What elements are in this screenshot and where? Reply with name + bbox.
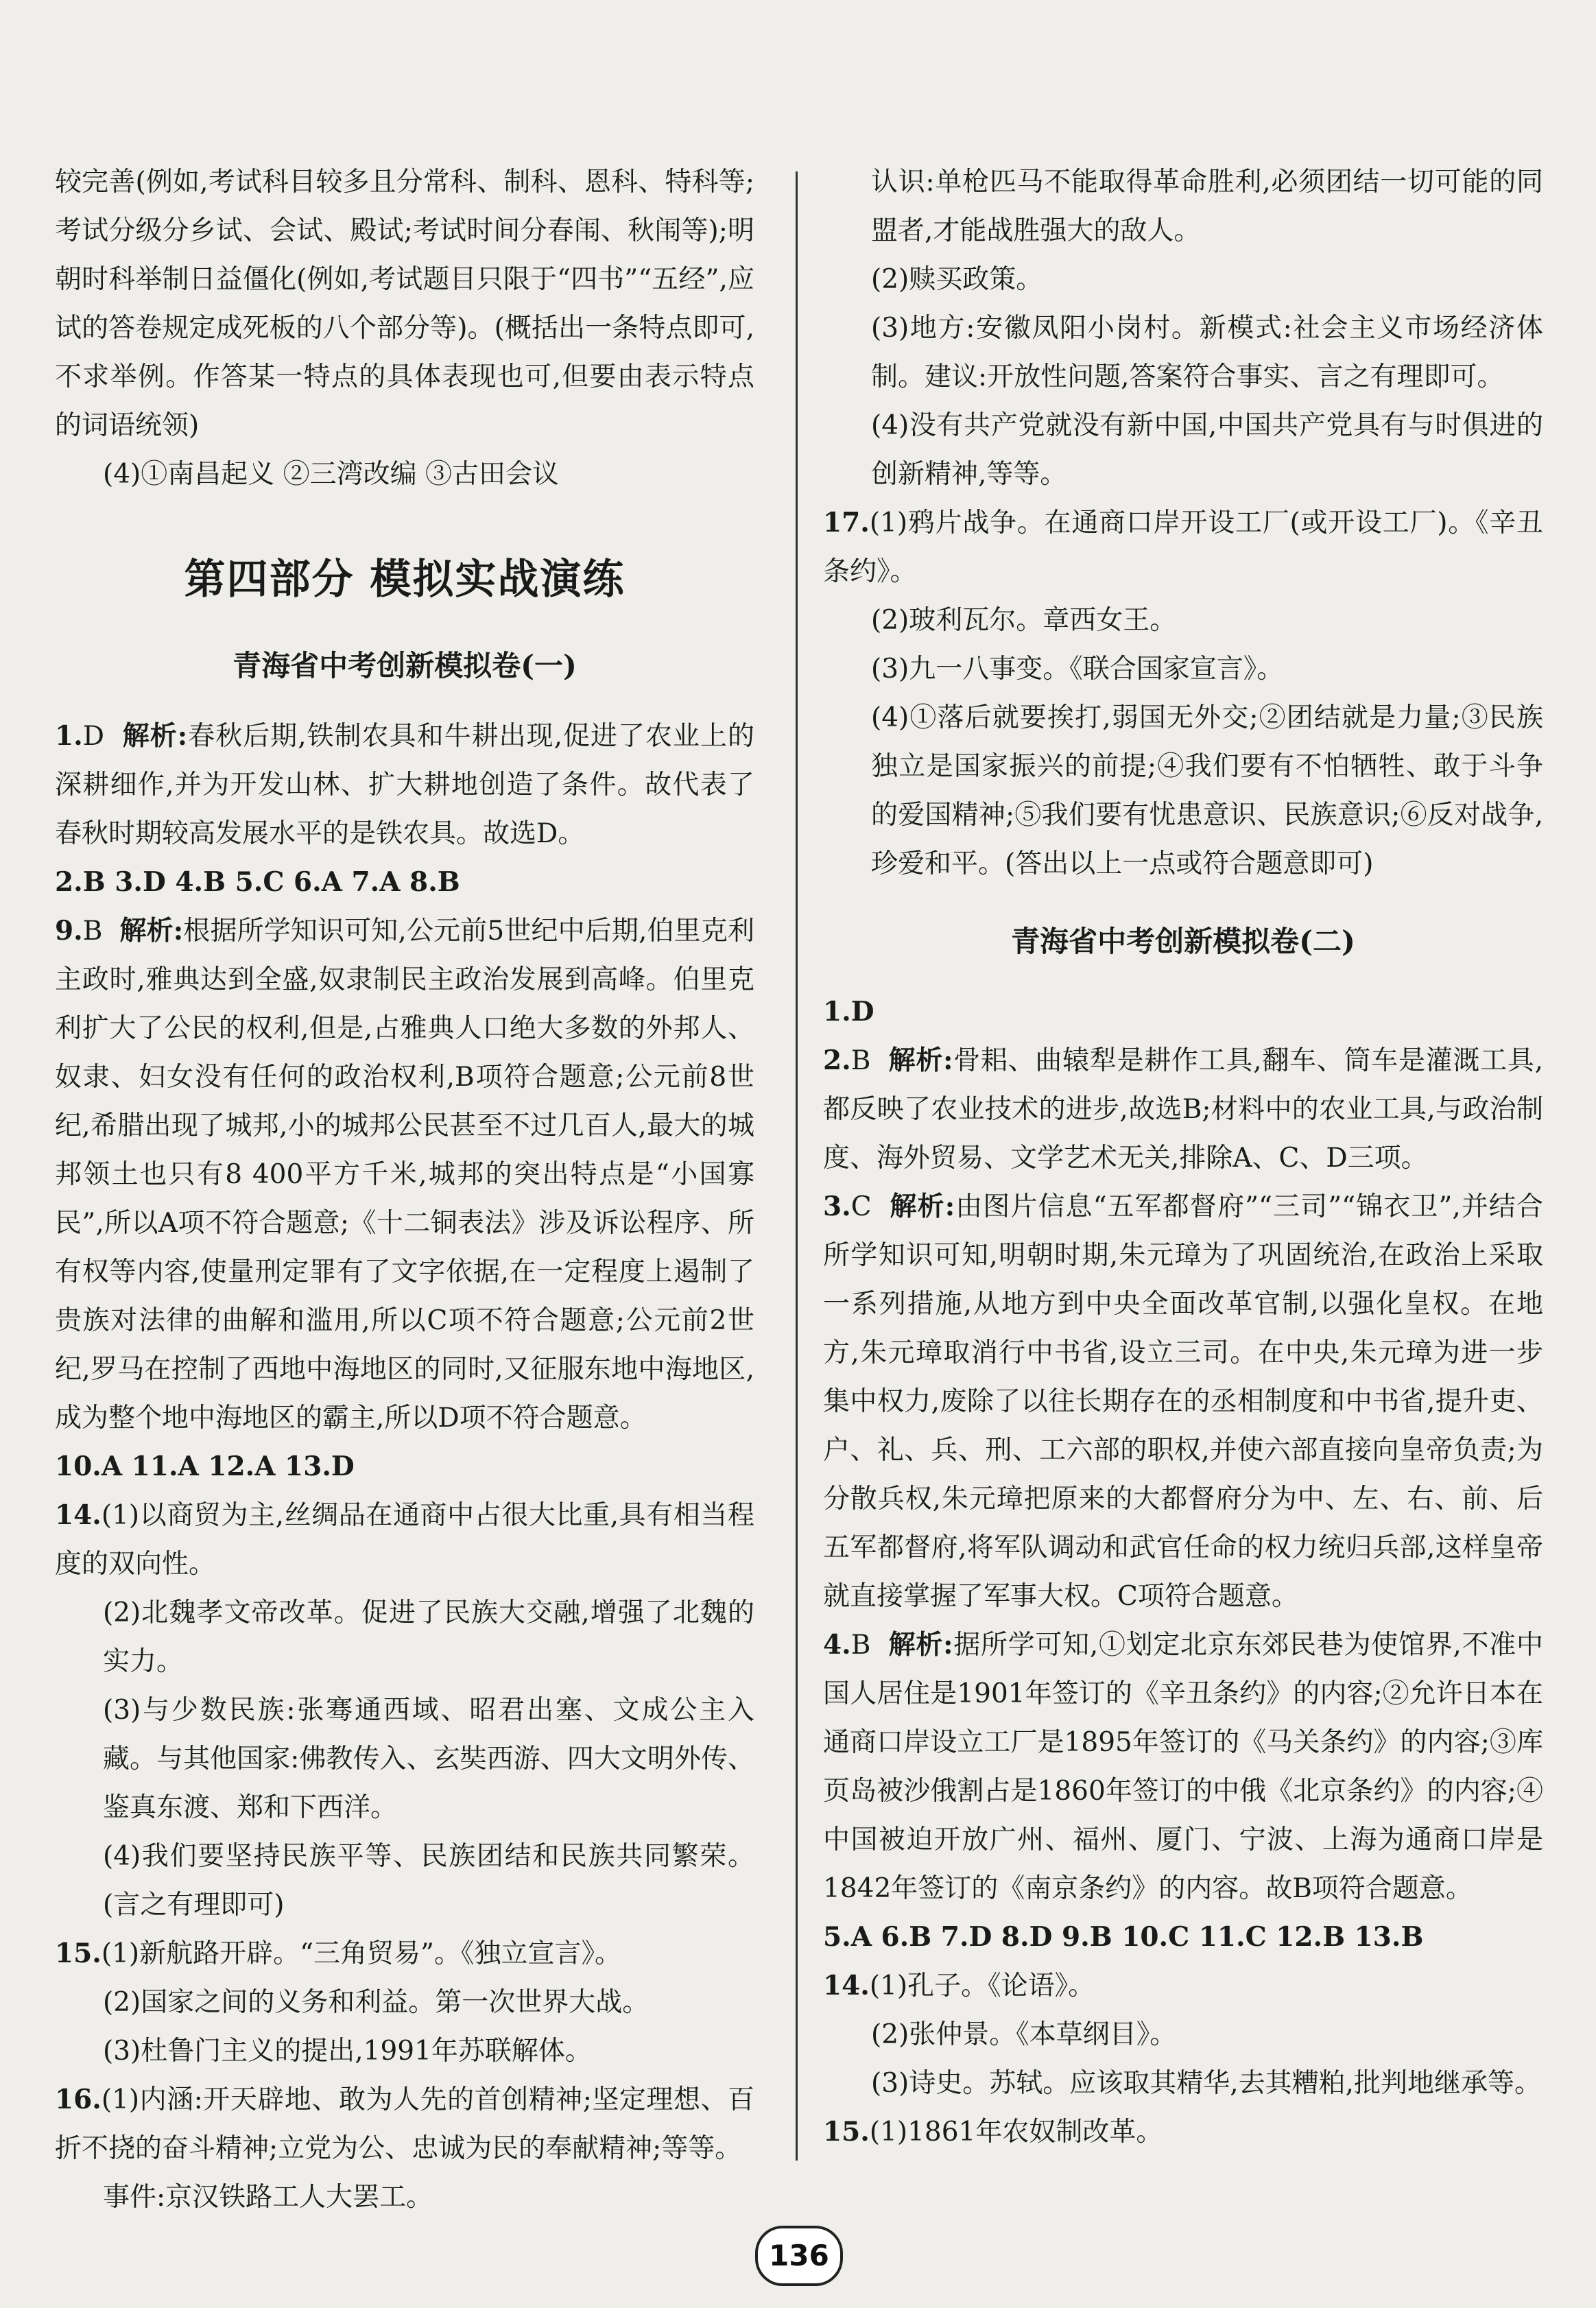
question-number: 14. <box>823 1970 870 2001</box>
analysis-text: 骨耜、曲辕犁是耕作工具,翻车、筒车是灌溉工具,都反映了农业技术的进步,故选B;材料中的农业工具,与政治制度、海外贸易、文学艺术无关,排除A、C、D三项。 <box>823 1045 1543 1174</box>
answer-choice: B <box>82 916 103 947</box>
analysis-label: 解析: <box>888 1045 953 1076</box>
analysis-text: 由图片信息“五军都督府”“三司”“锦衣卫”,并结合所学知识可知,明朝时期,朱元璋为了巩固统治,在政治上采取一系列措施,从地方到中央全面改革官制,以强化皇权。在地方,朱元璋取消行中书省,设立三司。在中央,朱元璋为进一步集中权力,废除了以往长期存在的丞相制度和中书省,提升吏、户、礼、兵、刑、工六部的职权,并使六部直接向皇帝负责;为分散兵权,朱元璋把原来的大都督府分为中、左、右、前、后五军都督府,将军队调动和武官任命的权力统归兵部,这样皇帝就直接掌握了军事大权。C项符合题意。 <box>823 1191 1543 1612</box>
answer-choice: B <box>850 1045 871 1076</box>
left-column <box>55 158 754 2222</box>
answer-group: 1.D <box>823 996 874 1027</box>
column-divider <box>796 171 798 2161</box>
question-number: 1. <box>55 720 83 752</box>
answer-line: 事件:京汉铁路工人大罢工。 <box>103 2182 433 2213</box>
answer-line: (1)孔子。《论语》。 <box>869 1971 1095 2001</box>
answer-line: (1)1861年农奴制改革。 <box>869 2117 1163 2148</box>
question-number: 3. <box>823 1191 851 1222</box>
continued-answer: 较完善(例如,考试科目较多且分常科、制科、恩科、特科等;考试分级分乡试、会试、殿试;考试时间分春闱、秋闱等);明朝时科举制日益僵化(例如,考试题目只限于“四书”“五经”,应试的答卷规定成死板的八个部分等)。(概括出一条特点即可,不求举例。作答某一特点的具体表现也可,但要由表示特点的词语统领) <box>55 167 754 441</box>
answer-item <box>55 1929 754 1978</box>
question-number: 14. <box>55 1499 102 1531</box>
answer-line: (2)玻利瓦尔。章西女王。 <box>871 605 1177 636</box>
answer-line: (1)鸦片战争。在通商口岸开设工厂(或开设工厂)。《辛丑条约》。 <box>823 508 1543 587</box>
answer-item <box>823 2108 1543 2156</box>
answer-choice: B <box>850 1630 871 1661</box>
answer-item <box>55 1491 754 1589</box>
answer-choice: C <box>850 1191 872 1222</box>
answer-group: 5.A 6.B 7.D 8.D 9.B 10.C 11.C 12.B 13.B <box>823 1921 1424 1953</box>
continued-answer: (2)赎买政策。 <box>871 264 1043 295</box>
answer-line: (2)北魏孝文帝改革。促进了民族大交融,增强了北魏的实力。 <box>103 1597 754 1677</box>
analysis-label: 解析: <box>888 1629 953 1661</box>
part-title: 第四部分 模拟实战演练 <box>184 556 626 604</box>
analysis-label: 解析: <box>890 1191 955 1222</box>
answer-line: (3)九一八事变。《联合国家宣言》。 <box>871 654 1284 685</box>
answer-line: (4)①落后就要挨打,弱国无外交;②团结就是力量;③民族独立是国家振兴的前提;④我们要有不怕牺牲、敢于斗争的爱国精神;⑤我们要有忧患意识、民族意识;⑥反对战争,珍爱和平。(答出以上一点或符合题意即可) <box>871 702 1543 879</box>
answer-item <box>55 907 754 1442</box>
section-title: 青海省中考创新模拟卷(二) <box>1011 925 1355 958</box>
answer-item <box>823 1962 1543 2010</box>
answer-line: (1)内涵:开天辟地、敢为人先的首创精神;坚定理想、百折不挠的奋斗精神;立党为公、忠诚为民的奉献精神;等等。 <box>55 2084 754 2164</box>
question-number: 15. <box>55 1938 102 1969</box>
answer-item <box>823 1182 1543 1621</box>
answer-line: (1)新航路开辟。“三角贸易”。《独立宣言》。 <box>101 1938 621 1969</box>
answer-item <box>55 2075 754 2173</box>
answer-line: (4)我们要坚持民族平等、民族团结和民族共同繁荣。(言之有理即可) <box>103 1841 754 1920</box>
answer-line: (1)以商贸为主,丝绸品在通商中占很大比重,具有相当程度的双向性。 <box>55 1500 754 1580</box>
answer-item <box>823 1036 1543 1182</box>
analysis-label: 解析: <box>122 720 188 752</box>
continued-answer: (3)地方:安徽凤阳小岗村。新模式:社会主义市场经济体制。建议:开放性问题,答案符合事实、言之有理即可。 <box>871 313 1543 392</box>
continued-answer: (4)①南昌起义 ②三湾改编 ③古田会议 <box>103 459 560 490</box>
answer-choice: D <box>82 721 104 752</box>
analysis-text: 春秋后期,铁制农具和牛耕出现,促进了农业上的深耕细作,并为开发山林、扩大耕地创造了条件。故代表了春秋时期较高发展水平的是铁农具。故选D。 <box>55 721 754 849</box>
question-number: 4. <box>823 1629 851 1661</box>
analysis-text: 据所学可知,①划定北京东郊民巷为使馆界,不准中国人居住是1901年签订的《辛丑条约》的内容;②允许日本在通商口岸设立工厂是1895年签订的《马关条约》的内容;③库页岛被沙俄割占是1860年签订的中俄《北京条约》的内容;④中国被迫开放广州、福州、厦门、宁波、上海为通商口岸是1842年签订的《南京条约》的内容。故B项符合题意。 <box>823 1630 1543 1904</box>
question-number: 17. <box>823 507 870 538</box>
question-number: 2. <box>823 1045 851 1076</box>
section-title: 青海省中考创新模拟卷(一) <box>233 649 577 682</box>
answer-line: (2)国家之间的义务和利益。第一次世界大战。 <box>103 1987 650 2018</box>
answer-line: (2)张仲景。《本草纲目》。 <box>871 2019 1177 2050</box>
answer-group: 2.B 3.D 4.B 5.C 6.A 7.A 8.B <box>55 866 460 898</box>
analysis-label: 解析: <box>119 915 184 947</box>
question-number: 16. <box>55 2084 102 2115</box>
question-number: 9. <box>55 915 83 947</box>
continued-answer: (4)没有共产党就没有新中国,中国共产党具有与时俱进的创新精神,等等。 <box>871 410 1543 490</box>
answer-line: (3)与少数民族:张骞通西域、昭君出塞、文成公主入藏。与其他国家:佛教传入、玄奘西游、四大文明外传、鉴真东渡、郑和下西洋。 <box>103 1695 754 1823</box>
continued-answer: 认识:单枪匹马不能取得革命胜利,必须团结一切可能的同盟者,才能战胜强大的敌人。 <box>871 167 1543 246</box>
answer-item <box>55 712 754 858</box>
analysis-text: 根据所学知识可知,公元前5世纪中后期,伯里克利主政时,雅典达到全盛,奴隶制民主政治发展到高峰。伯里克利扩大了公民的权利,但是,占雅典人口绝大多数的外邦人、奴隶、妇女没有任何的政治权利,B项符合题意;公元前8世纪,希腊出现了城邦,小的城邦公民甚至不过几百人,最大的城邦领土也只有8 400平方千米,城邦的突出特点是“小国寡民”,所以A项不符合题意;《十二铜表法》涉及诉讼程序、所有权等内容,使量刑定罪有了文字依据,在一定程度上遏制了贵族对法律的曲解和滥用,所以C项不符合题意;公元前2世纪,罗马在控制了西地中海地区的同时,又征服东地中海地区,成为整个地中海地区的霸主,所以D项不符合题意。 <box>55 916 754 1433</box>
answer-item <box>823 1621 1543 1913</box>
question-number: 15. <box>823 2116 870 2148</box>
answer-item <box>823 499 1543 596</box>
right-column <box>823 158 1543 2156</box>
page-number-badge: 136 <box>755 2226 843 2286</box>
page-number <box>748 2212 850 2287</box>
answer-group: 10.A 11.A 12.A 13.D <box>55 1451 355 1482</box>
answer-line: (3)诗史。苏轼。应该取其精华,去其糟粕,批判地继承等。 <box>871 2068 1542 2099</box>
answer-line: (3)杜鲁门主义的提出,1991年苏联解体。 <box>103 2036 592 2067</box>
